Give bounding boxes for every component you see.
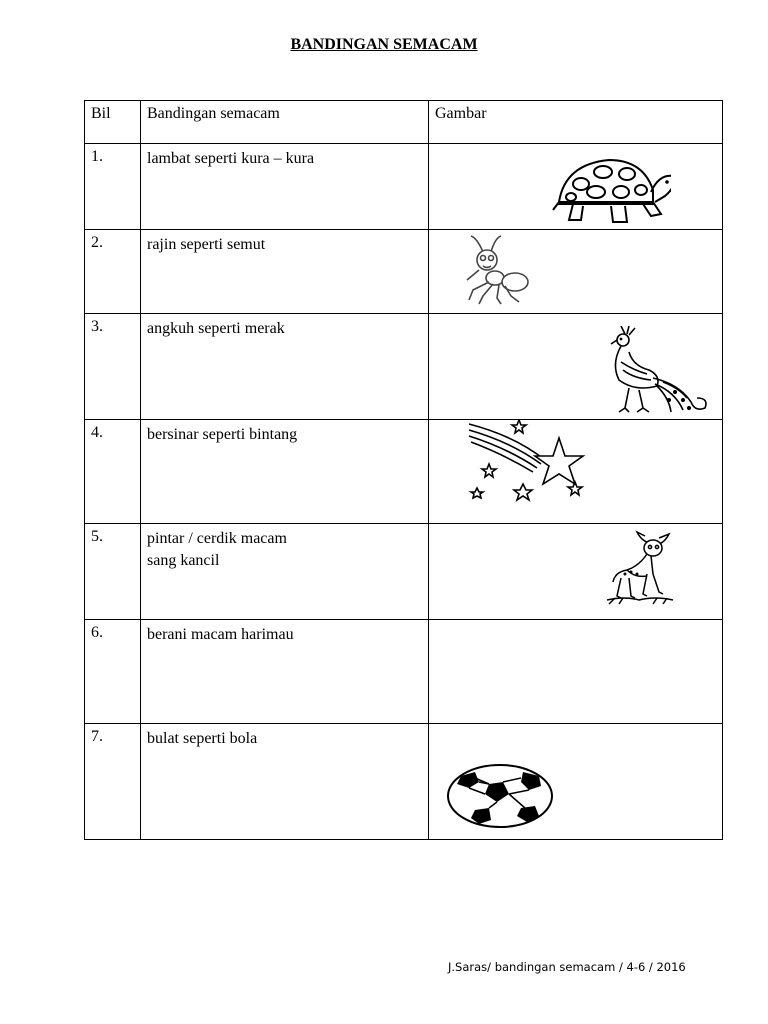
row-phrase: angkuh seperti merak [141,314,429,420]
table-row [85,620,723,724]
page-title: BANDINGAN SEMACAM [290,36,478,53]
row-number: 6. [85,620,141,724]
table-row [85,230,723,314]
row-picture [429,620,723,724]
table-row [85,724,723,840]
ant-icon [461,234,531,306]
row-picture [429,420,723,524]
footer-credit: J.Saras/ bandingan semacam / 4-6 / 2016 [448,960,686,974]
row-number: 7. [85,724,141,840]
header-picture: Gambar [429,101,723,144]
row-picture [429,314,723,420]
row-number: 3. [85,314,141,420]
row-number: 2. [85,230,141,314]
row-phrase: rajin seperti semut [141,230,429,314]
mousedeer-icon [605,530,675,610]
table-row [85,524,723,620]
comparison-table [84,100,723,840]
soccer-ball-icon [445,762,555,830]
row-picture [429,524,723,620]
tortoise-icon [551,150,671,230]
row-picture [429,230,723,314]
row-phrase: pintar / cerdik macam sang kancil [141,524,429,620]
row-phrase: bersinar seperti bintang [141,420,429,524]
row-number: 1. [85,144,141,230]
header-bil: Bil [85,101,141,144]
row-phrase: berani macam harimau [141,620,429,724]
row-picture [429,724,723,840]
table-row [85,420,723,524]
row-picture [429,144,723,230]
row-number: 5. [85,524,141,620]
row-number: 4. [85,420,141,524]
shooting-star-icon [465,420,595,510]
row-phrase: lambat seperti kura – kura [141,144,429,230]
row-phrase: bulat seperti bola [141,724,429,840]
peacock-icon [599,326,709,416]
table-row [85,144,723,230]
header-phrase: Bandingan semacam [141,101,429,144]
table-row [85,314,723,420]
table-header-row [85,101,723,144]
